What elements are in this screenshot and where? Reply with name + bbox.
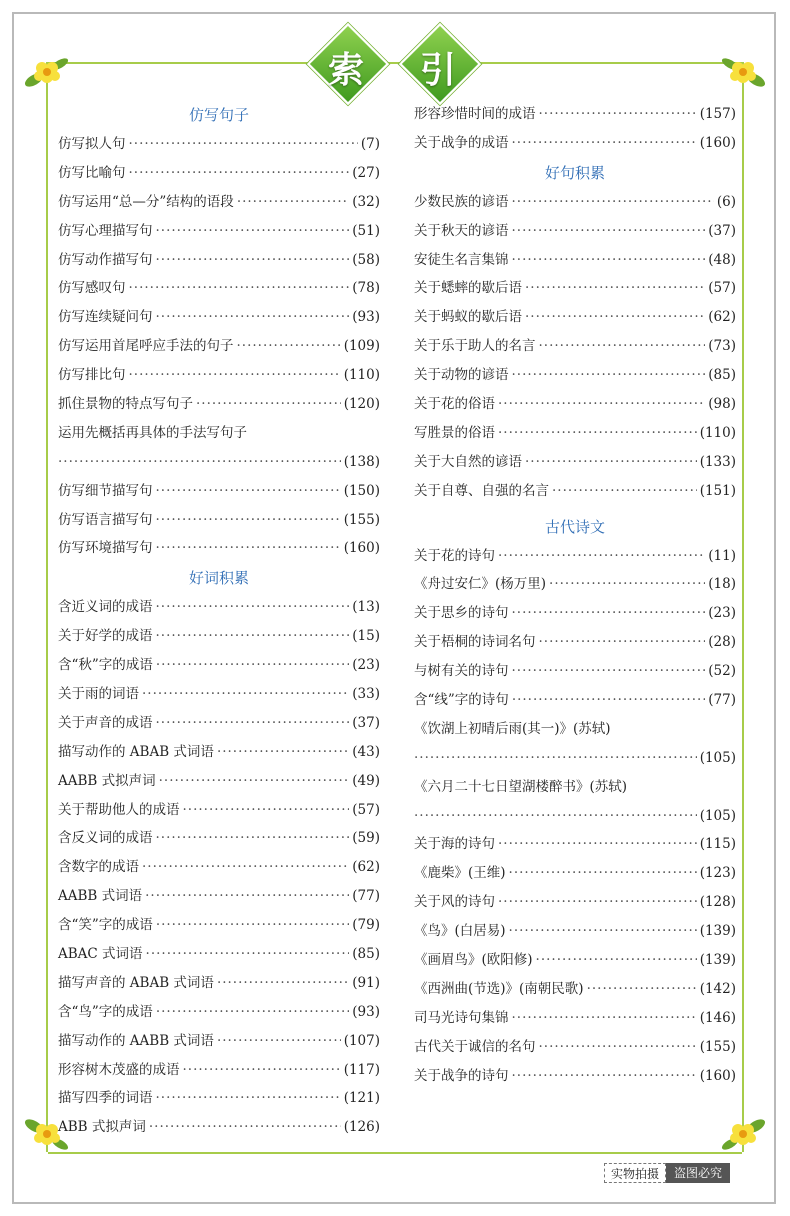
index-entry[interactable]: 古代关于诚信的名句 ····· (155): [414, 1033, 736, 1062]
index-entry[interactable]: 描写动作的 AABB 式词语 ····· (107): [58, 1027, 380, 1056]
index-entry[interactable]: 关于海的诗句 ····· (115): [414, 830, 736, 859]
border-right: [742, 62, 744, 1152]
right-column: [414, 100, 736, 1091]
index-entry[interactable]: 仿写连续疑问句 ····· (93): [58, 303, 380, 332]
section-heading: 古代诗文: [544, 517, 605, 536]
index-entry[interactable]: 写胜景的俗语 ····· (110): [414, 419, 736, 448]
index-entry[interactable]: 描写动作的 ABAB 式词语 ····· (43): [58, 738, 380, 767]
index-entry[interactable]: 关于大自然的谚语 ····· (133): [414, 448, 736, 477]
border-left: [46, 62, 48, 1152]
border-bottom: [48, 1152, 742, 1154]
index-entry[interactable]: 仿写感叹句 ····· (78): [58, 274, 380, 303]
title-char: 索: [327, 50, 364, 91]
badge-left-label: 实物拍摄: [604, 1163, 666, 1183]
index-entry[interactable]: 关于战争的成语 ····· (160): [414, 129, 736, 158]
index-entry[interactable]: 关于动物的谚语 ····· (85): [414, 361, 736, 390]
index-entry[interactable]: 抓住景物的特点写句子 ····· (120): [58, 390, 380, 419]
section-heading: 好词积累: [188, 569, 249, 588]
index-entry[interactable]: 关于梧桐的诗词名句 ····· (28): [414, 628, 736, 657]
index-entry[interactable]: 含数字的成语 ····· (62): [58, 853, 380, 882]
index-entry[interactable]: 关于好学的成语 ····· (15): [58, 622, 380, 651]
flower-icon: [22, 50, 72, 100]
index-entry[interactable]: 仿写动作描写句 ····· (58): [58, 246, 380, 275]
index-entry[interactable]: 《西洲曲(节选)》(南朝民歌) ····· (142): [414, 975, 736, 1004]
index-entry-wrapped-page[interactable]: ····· (105): [414, 744, 736, 773]
title-char: 引: [419, 50, 456, 91]
index-entry[interactable]: 含“线”字的诗句 ····· (77): [414, 686, 736, 715]
index-entry[interactable]: 含近义词的成语 ····· (13): [58, 593, 380, 622]
index-entry[interactable]: 仿写环境描写句 ····· (160): [58, 534, 380, 563]
index-entry[interactable]: 仿写心理描写句 ····· (51): [58, 217, 380, 246]
index-entry[interactable]: 描写声音的 ABAB 式词语 ····· (91): [58, 969, 380, 998]
index-entry[interactable]: 关于乐于助人的名言 ····· (73): [414, 332, 736, 361]
watermark-badge: [604, 1163, 730, 1183]
index-entry[interactable]: ABB 式拟声词 ····· (126): [58, 1113, 380, 1142]
index-entry[interactable]: 关于帮助他人的成语 ····· (57): [58, 796, 380, 825]
index-entry-wrapped-title[interactable]: 《六月二十七日望湖楼醉书》(苏轼): [414, 778, 628, 795]
index-entry[interactable]: 关于战争的诗句 ····· (160): [414, 1062, 736, 1091]
index-entry[interactable]: 《鸟》(白居易) ····· (139): [414, 917, 736, 946]
index-entry-wrapped-title[interactable]: 《饮湖上初晴后雨(其一)》(苏轼): [414, 720, 611, 737]
index-entry[interactable]: 含“鸟”字的成语 ····· (93): [58, 998, 380, 1027]
badge-right-label: 盗图必究: [666, 1163, 730, 1183]
index-entry[interactable]: AABB 式拟声词 ····· (49): [58, 767, 380, 796]
index-entry[interactable]: AABB 式词语 ····· (77): [58, 882, 380, 911]
index-entry[interactable]: 关于花的俗语 ····· (98): [414, 390, 736, 419]
index-entry[interactable]: 安徒生名言集锦 ····· (48): [414, 246, 736, 275]
flower-icon: [718, 50, 768, 100]
index-entry[interactable]: 仿写运用首尾呼应手法的句子 ····· (109): [58, 332, 380, 361]
index-entry[interactable]: 《舟过安仁》(杨万里) ····· (18): [414, 570, 736, 599]
index-entry[interactable]: 仿写排比句 ····· (110): [58, 361, 380, 390]
section-heading: 好句积累: [544, 163, 605, 182]
index-entry[interactable]: 含反义词的成语 ····· (59): [58, 824, 380, 853]
index-entry[interactable]: 《画眉鸟》(欧阳修) ····· (139): [414, 946, 736, 975]
index-title: [295, 30, 495, 96]
index-entry[interactable]: 关于花的诗句 ····· (11): [414, 542, 736, 571]
index-entry[interactable]: 形容珍惜时间的成语 ····· (157): [414, 100, 736, 129]
index-entry[interactable]: 描写四季的词语 ····· (121): [58, 1085, 380, 1114]
index-entry[interactable]: 关于声音的成语 ····· (37): [58, 709, 380, 738]
index-entry-wrapped-page[interactable]: ····· (105): [414, 802, 736, 831]
index-entry[interactable]: 《鹿柴》(王维) ····· (123): [414, 859, 736, 888]
index-entry[interactable]: ABAC 式词语 ····· (85): [58, 940, 380, 969]
index-entry[interactable]: 关于雨的词语 ····· (33): [58, 680, 380, 709]
index-entry[interactable]: 含“笑”字的成语 ····· (79): [58, 911, 380, 940]
index-entry[interactable]: 仿写比喻句 ····· (27): [58, 159, 380, 188]
index-entry[interactable]: 形容树木茂盛的成语 ····· (117): [58, 1056, 380, 1085]
index-entry[interactable]: 司马光诗句集锦 ····· (146): [414, 1004, 736, 1033]
flower-icon: [718, 1108, 768, 1158]
index-entry[interactable]: 关于秋天的谚语 ····· (37): [414, 217, 736, 246]
section-heading: 仿写句子: [188, 106, 249, 124]
index-entry[interactable]: 与树有关的诗句 ····· (52): [414, 657, 736, 686]
left-column: [58, 100, 380, 1142]
index-entry[interactable]: 含“秋”字的成语 ····· (23): [58, 651, 380, 680]
index-entry[interactable]: 关于自尊、自强的名言 ····· (151): [414, 477, 736, 506]
index-entry[interactable]: 仿写语言描写句 ····· (155): [58, 506, 380, 535]
index-entry[interactable]: 关于风的诗句 ····· (128): [414, 888, 736, 917]
index-entry[interactable]: 仿写拟人句 ····· (7): [58, 130, 380, 159]
index-entry[interactable]: 关于蚂蚁的歇后语 ····· (62): [414, 303, 736, 332]
index-entry-wrapped-page[interactable]: ····· (138): [58, 448, 380, 477]
index-entry-wrapped-title[interactable]: 运用先概括再具体的手法写句子: [58, 424, 247, 441]
index-entry[interactable]: 少数民族的谚语 ····· (6): [414, 188, 736, 217]
index-entry[interactable]: 关于思乡的诗句 ····· (23): [414, 599, 736, 628]
index-entry[interactable]: 仿写运用“总—分”结构的语段 ····· (32): [58, 188, 380, 217]
index-entry[interactable]: 关于蟋蟀的歇后语 ····· (57): [414, 274, 736, 303]
index-entry[interactable]: 仿写细节描写句 ····· (150): [58, 477, 380, 506]
